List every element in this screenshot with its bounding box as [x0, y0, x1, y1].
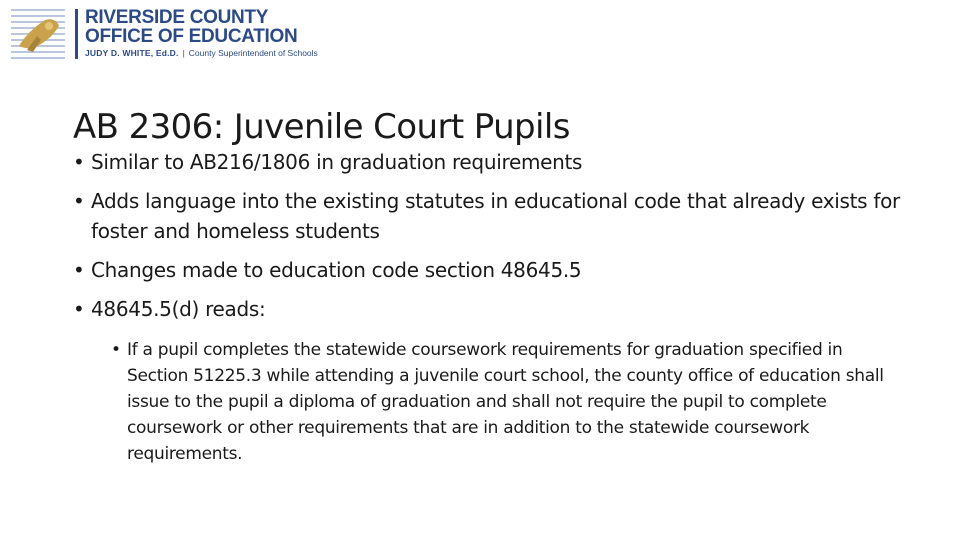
- logo-org-line2: OFFICE OF EDUCATION: [85, 26, 298, 47]
- bullet-item: [73, 186, 913, 246]
- sub-bullet-item: [111, 337, 901, 467]
- bullet-text: Similar to AB216/1806 in graduation requirements: [91, 150, 583, 174]
- logo-divider: [75, 9, 78, 59]
- bullet-symbol: •: [73, 258, 85, 282]
- logo-org-line1: RIVERSIDE COUNTY: [85, 7, 269, 28]
- bullet-symbol: •: [73, 189, 85, 213]
- superintendent-name: JUDY D. WHITE, Ed.D.: [85, 48, 179, 58]
- bullet-text: Changes made to education code section 48645.5: [91, 258, 582, 282]
- bullet-item: [73, 147, 913, 177]
- sub-bullet-symbol: •: [111, 340, 121, 360]
- organization-logo: [11, 6, 318, 62]
- bullet-item: [73, 255, 913, 285]
- logo-separator: |: [182, 48, 185, 58]
- superintendent-role: County Superintendent of Schools: [188, 48, 318, 58]
- county-seal-icon: [11, 6, 65, 60]
- logo-superintendent: [85, 48, 318, 58]
- bullet-list: [73, 147, 913, 333]
- sub-bullet-list: [111, 337, 901, 467]
- bullet-symbol: •: [73, 150, 85, 174]
- bullet-text: 48645.5(d) reads:: [91, 297, 266, 321]
- sub-bullet-text: If a pupil completes the statewide coursework requirements for graduation specified in Section 51225.3 while attending a juvenile court school, the county office of education shall issue to the pupil a diploma of graduation and shall not require the pupil to complete coursework or other requirements that are in addition to the statewide coursework requirements.: [127, 340, 884, 464]
- bullet-text: Adds language into the existing statutes in educational code that already exists for foster and homeless students: [91, 189, 900, 243]
- bullet-item: [73, 294, 913, 324]
- bullet-symbol: •: [73, 297, 85, 321]
- slide-title: AB 2306: Juvenile Court Pupils: [73, 106, 570, 147]
